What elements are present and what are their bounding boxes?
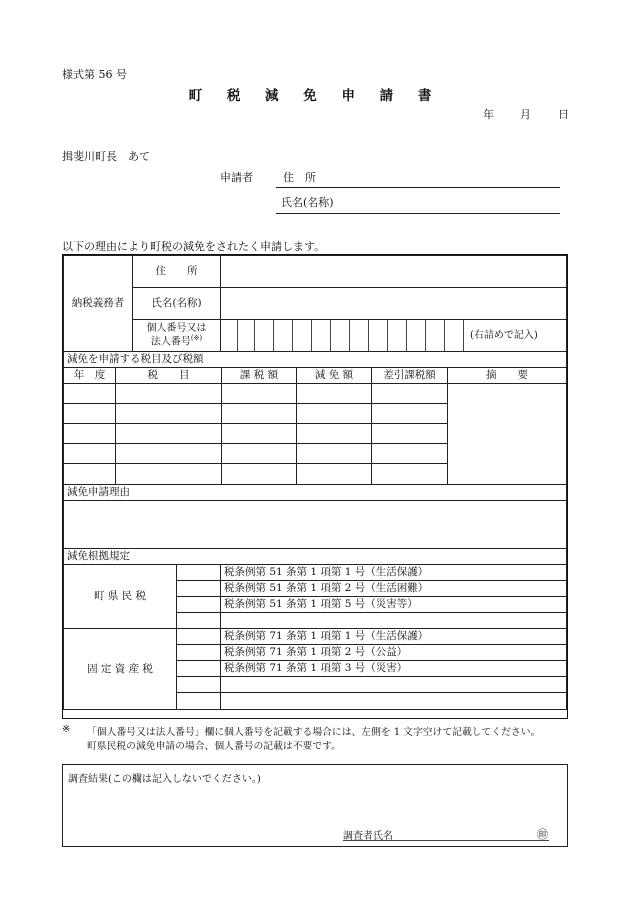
addressee: 揖斐川町長 あて: [62, 150, 150, 163]
note-line-1: 「個人番号又は法人番号」欄に個人番号を記載する場合には、左側を 1 文字空けて記載してください。: [87, 727, 541, 738]
cell-tax-item[interactable]: [116, 424, 222, 444]
basis-town-2: 税条例第 51 条第 1 項第 2 号（生活困難）: [221, 581, 567, 597]
id-digit-cell[interactable]: [387, 320, 406, 351]
applicant-address-label: 住 所: [283, 171, 316, 184]
basis-table: [63, 548, 567, 710]
basis-asset-3: 税条例第 71 条第 1 項第 3 号（災害）: [221, 661, 567, 677]
basis-asset-blank[interactable]: [221, 693, 567, 710]
cell-reduction[interactable]: [297, 444, 372, 464]
taxpayer-address-field[interactable]: [221, 256, 567, 288]
cell-tax-item[interactable]: [116, 404, 222, 424]
id-digit-cell[interactable]: [311, 320, 330, 351]
cell-taxable[interactable]: [222, 464, 297, 485]
col-net-tax: 差引課税額: [372, 368, 448, 384]
col-summary: 摘 要: [448, 368, 567, 384]
note-mark: ※: [62, 724, 71, 735]
cell-fiscal-year[interactable]: [64, 444, 116, 464]
reason-table: [63, 484, 567, 549]
seal-mark: ㊞: [537, 828, 548, 841]
basis-check-cell[interactable]: [177, 629, 221, 645]
taxpayer-address-label: 住 所: [133, 256, 221, 288]
id-digit-cell[interactable]: [406, 320, 425, 351]
col-reduction-amount: 減 免 額: [297, 368, 372, 384]
cell-fiscal-year[interactable]: [64, 464, 116, 485]
basis-check-cell[interactable]: [177, 613, 221, 629]
reason-header: 減免申請理由: [64, 485, 567, 501]
col-taxable-amount: 課 税 額: [222, 368, 297, 384]
id-digit-cell[interactable]: [425, 320, 444, 351]
page-title: 町 税 減 免 申 請 書: [188, 88, 442, 104]
id-digit-cell[interactable]: [330, 320, 349, 351]
basis-check-cell[interactable]: [177, 693, 221, 710]
id-digit-cell[interactable]: [444, 320, 463, 351]
id-number-label-line2: 法人番号: [150, 336, 191, 348]
applicant-label: 申請者: [220, 171, 253, 184]
right-align-note: (右詰めで記入): [463, 320, 566, 351]
survey-result-title: 調査結果(この欄は記入しないでください。): [68, 774, 261, 785]
cell-fiscal-year[interactable]: [64, 424, 116, 444]
taxpayer-table: [63, 255, 567, 352]
tax-items-table: [63, 351, 567, 485]
date-day[interactable]: 日: [558, 108, 569, 121]
basis-town-1: 税条例第 51 条第 1 項第 1 号（生活保護）: [221, 565, 567, 581]
intro-text: 以下の理由により町税の減免をされたく申請します。: [62, 240, 326, 253]
basis-check-cell[interactable]: [177, 597, 221, 613]
cell-reduction[interactable]: [297, 464, 372, 485]
basis-town-blank[interactable]: [221, 613, 567, 629]
survey-result-box: [62, 764, 568, 847]
id-digit-cell[interactable]: [292, 320, 311, 351]
reason-field[interactable]: [64, 501, 567, 549]
id-digit-cell[interactable]: [273, 320, 292, 351]
cell-reduction[interactable]: [297, 404, 372, 424]
basis-check-cell[interactable]: [177, 661, 221, 677]
cell-tax-item[interactable]: [116, 464, 222, 485]
taxpayer-name-label: 氏名(名称): [133, 288, 221, 320]
id-number-label-line1: 個人番号又は: [146, 322, 207, 334]
id-digit-cell[interactable]: [349, 320, 368, 351]
basis-town-3: 税条例第 51 条第 1 項第 5 号（災害等）: [221, 597, 567, 613]
cell-net[interactable]: [372, 424, 448, 444]
applicant-address-line[interactable]: [276, 187, 560, 188]
tax-items-header: 減免を申請する税目及び税額: [64, 352, 567, 368]
cell-net[interactable]: [372, 384, 448, 404]
cell-fiscal-year[interactable]: [64, 404, 116, 424]
cell-tax-item[interactable]: [116, 384, 222, 404]
id-digit-cell[interactable]: [254, 320, 273, 351]
applicant-name-label: 氏名(名称): [281, 196, 334, 209]
cell-reduction[interactable]: [297, 424, 372, 444]
basis-asset-1: 税条例第 71 条第 1 項第 1 号（生活保護）: [221, 629, 567, 645]
cell-net[interactable]: [372, 404, 448, 424]
id-digit-cell[interactable]: [368, 320, 387, 351]
basis-header: 減免根拠規定: [64, 549, 567, 565]
basis-check-cell[interactable]: [177, 565, 221, 581]
cell-tax-item[interactable]: [116, 444, 222, 464]
taxpayer-name-field[interactable]: [221, 288, 567, 320]
cell-taxable[interactable]: [222, 384, 297, 404]
cell-taxable[interactable]: [222, 404, 297, 424]
summary-field[interactable]: [448, 384, 567, 485]
taxpayer-label: 納税義務者: [64, 256, 133, 352]
basis-check-cell[interactable]: [177, 581, 221, 597]
cell-fiscal-year[interactable]: [64, 384, 116, 404]
cell-reduction[interactable]: [297, 384, 372, 404]
id-number-field[interactable]: [221, 320, 567, 352]
cell-taxable[interactable]: [222, 424, 297, 444]
form-number: 様式第 56 号: [62, 68, 127, 81]
investigator-label: 調査者氏名: [343, 831, 393, 842]
id-digit-cell[interactable]: [221, 320, 237, 351]
application-form: [62, 254, 568, 719]
table-row: [64, 384, 567, 404]
id-digit-cell[interactable]: [237, 320, 254, 351]
town-tax-label: 町 県 民 税: [64, 565, 177, 629]
cell-net[interactable]: [372, 444, 448, 464]
id-number-note-mark: (※): [190, 334, 203, 343]
col-fiscal-year: 年 度: [64, 368, 116, 384]
cell-taxable[interactable]: [222, 444, 297, 464]
fixed-asset-tax-label: 固 定 資 産 税: [64, 629, 177, 710]
note-line-2: 町県民税の減免申請の場合、個人番号の記載は不要です。: [87, 741, 341, 752]
applicant-name-line[interactable]: [276, 213, 560, 214]
basis-check-cell[interactable]: [177, 645, 221, 661]
basis-asset-blank[interactable]: [221, 677, 567, 693]
col-tax-item: 税 目: [116, 368, 222, 384]
basis-asset-2: 税条例第 71 条第 1 項第 2 号（公益）: [221, 645, 567, 661]
cell-net[interactable]: [372, 464, 448, 485]
date-year[interactable]: 年: [483, 108, 494, 121]
id-number-label: [133, 320, 221, 352]
date-month[interactable]: 月: [520, 108, 531, 121]
investigator-line[interactable]: [343, 840, 549, 841]
basis-check-cell[interactable]: [177, 677, 221, 693]
